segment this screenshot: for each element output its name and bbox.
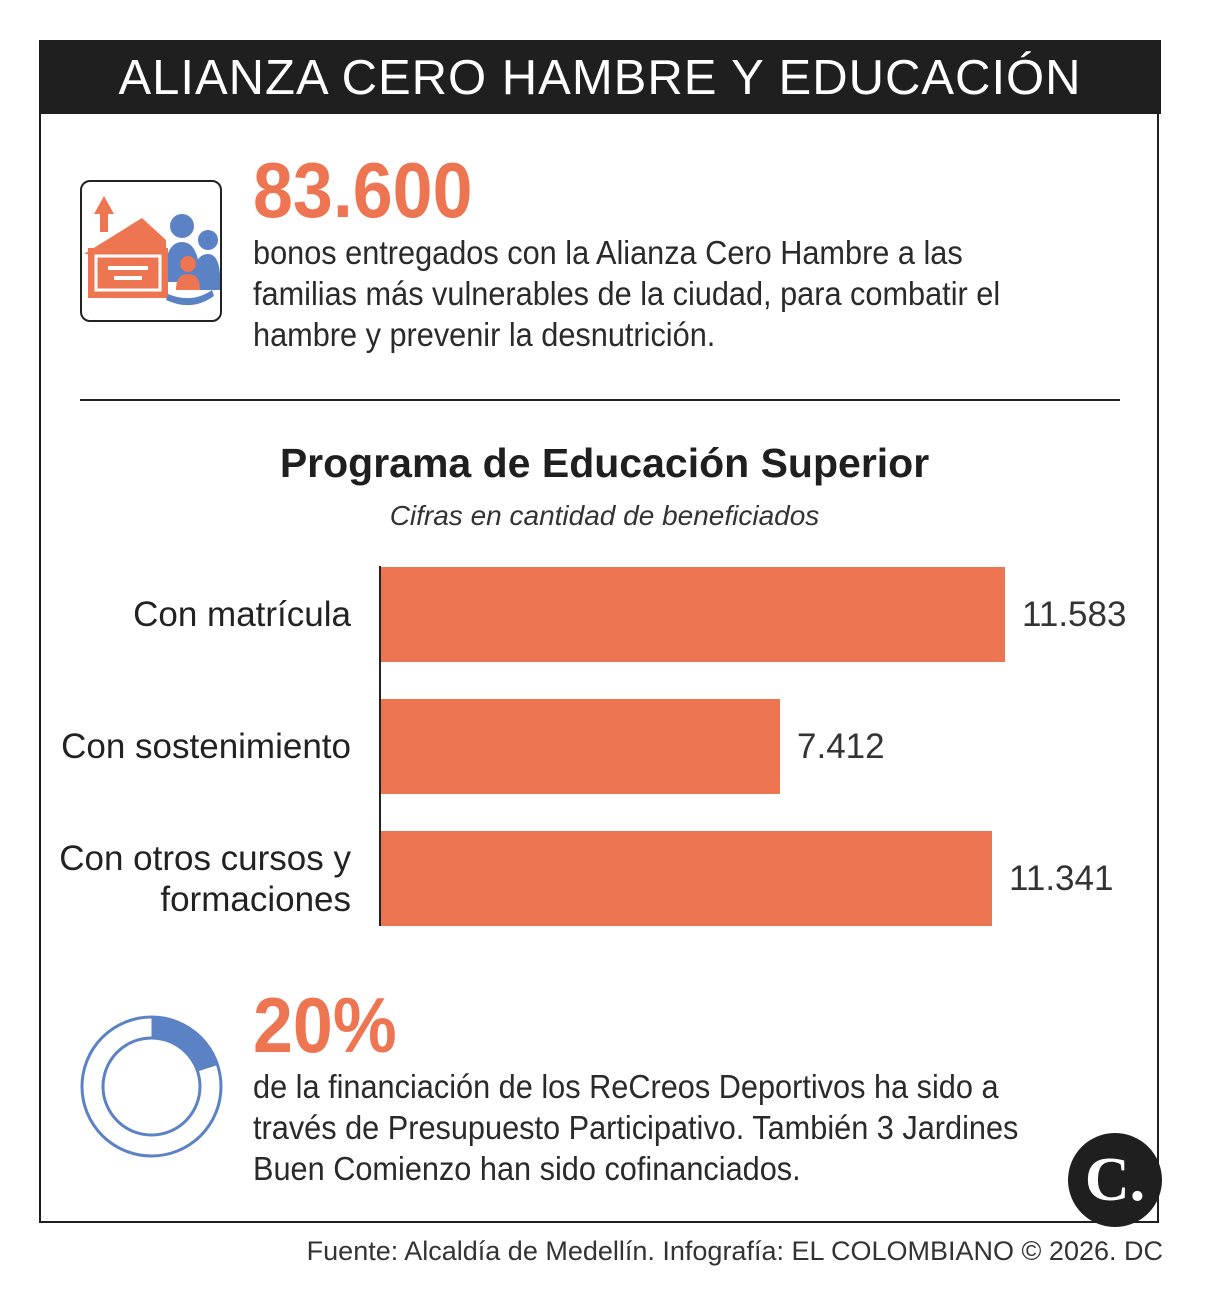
family-voucher-icon — [80, 180, 222, 322]
bonos-description: bonos entregados con la Alianza Cero Hambre a las familias más vulnerables de la ciudad, para combatir el hambre y prevenir la desnutrición. — [253, 234, 1001, 353]
bar-category-label: Con otros cursos y formaciones — [59, 838, 351, 919]
bar-2 — [381, 831, 992, 926]
bar-1 — [381, 699, 780, 794]
section-divider — [80, 399, 1120, 401]
bar-category-label: Con matrícula — [133, 595, 351, 634]
chart-title: Programa de Educación Superior — [279, 440, 930, 486]
chart-subtitle: Cifras en cantidad de beneficiados — [389, 500, 820, 531]
bar-value-label: 7.412 — [797, 726, 885, 766]
financing-percent: 20% — [253, 981, 397, 1069]
page-title: ALIANZA CERO HAMBRE Y EDUCACIÓN — [39, 40, 1161, 114]
donut-progress-icon — [80, 1015, 223, 1158]
financing-description: de la financiación de los ReCreos Deportivos ha sido a través de Presupuesto Participativo. También 3 Jardines Buen Comienzo han sido cofinanciados. — [253, 1068, 1019, 1187]
bottom-rule — [39, 1221, 1083, 1223]
el-colombiano-logo: C. — [1068, 1133, 1162, 1227]
source-credit: Fuente: Alcaldía de Medellín. Infografía: EL COLOMBIANO © 2026. DC — [306, 1236, 1163, 1266]
bar-value-label: 11.341 — [1009, 858, 1114, 898]
bar-value-label: 11.583 — [1022, 594, 1127, 634]
bonos-count: 83.600 — [253, 146, 473, 234]
bar-0 — [381, 567, 1005, 662]
bar-category-label: Con sostenimiento — [61, 727, 351, 766]
